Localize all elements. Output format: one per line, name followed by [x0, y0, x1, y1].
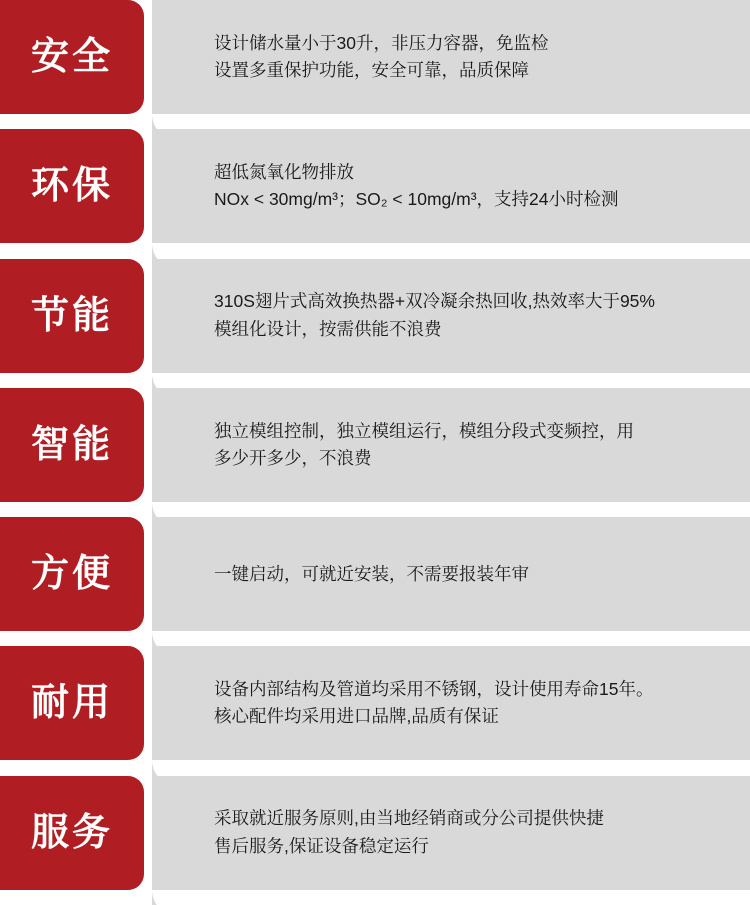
feature-content-inner — [152, 805, 750, 859]
connector-notch — [152, 243, 178, 258]
connector-notch — [152, 631, 178, 646]
feature-content-energy-saving — [152, 259, 750, 373]
feature-content-inner — [152, 288, 750, 342]
feature-label-durability — [0, 646, 144, 760]
feature-label-text: 方便 — [30, 553, 113, 596]
feature-row — [0, 129, 750, 258]
feature-label-safety — [0, 0, 144, 114]
feature-line: 一键启动，可就近安装，不需要报装年审 — [214, 563, 529, 584]
feature-row — [0, 776, 750, 905]
feature-label-convenience — [0, 517, 144, 631]
feature-content-inner — [152, 30, 750, 84]
feature-row — [0, 517, 750, 646]
feature-row — [0, 259, 750, 388]
feature-line: 核心配件均采用进口品牌,品质有保证 — [214, 706, 499, 727]
feature-row — [0, 0, 750, 129]
connector-notch — [152, 760, 178, 775]
feature-line: 310S翅片式高效换热器+双冷凝余热回收,热效率大于95% — [214, 291, 655, 312]
feature-line: 模组化设计，按需供能不浪费 — [214, 318, 442, 339]
feature-content-inner — [152, 676, 750, 730]
feature-label-text: 智能 — [30, 423, 113, 466]
feature-content-inner — [152, 561, 750, 588]
feature-label-text: 节能 — [30, 294, 113, 337]
connector-notch — [152, 502, 178, 517]
feature-content-inner — [152, 418, 750, 472]
feature-content-durability — [152, 646, 750, 760]
feature-content-convenience — [152, 517, 750, 631]
connector-notch — [152, 114, 178, 129]
feature-row — [0, 646, 750, 775]
feature-label-energy-saving — [0, 259, 144, 373]
feature-label-smart — [0, 388, 144, 502]
feature-line: 独立模组控制，独立模组运行，模组分段式变频控，用 — [214, 420, 634, 441]
feature-line: 设计储水量小于30升，非压力容器，免监检 — [214, 32, 549, 53]
feature-label-text: 安全 — [30, 36, 113, 78]
feature-row — [0, 388, 750, 517]
feature-line: 超低氮氧化物排放 — [214, 162, 354, 183]
feature-content-smart — [152, 388, 750, 502]
feature-content-inner — [152, 159, 750, 213]
feature-content-environment — [152, 129, 750, 243]
feature-label-text: 环保 — [30, 165, 113, 208]
connector-notch — [152, 373, 178, 388]
feature-line: 多少开多少，不浪费 — [214, 447, 372, 468]
feature-line: 设置多重保护功能，安全可靠，品质保障 — [214, 60, 529, 80]
feature-line: 采取就近服务原则,由当地经销商或分公司提供快捷 — [214, 808, 604, 829]
feature-line: 设备内部结构及管道均采用不锈钢，设计使用寿命15年。 — [214, 679, 654, 700]
feature-line: 售后服务,保证设备稳定运行 — [214, 835, 429, 856]
feature-label-text: 耐用 — [30, 682, 113, 725]
feature-line: NOx < 30mg/m³；SO₂ < 10mg/m³，支持24小时检测 — [214, 189, 619, 210]
feature-content-safety — [152, 0, 750, 114]
connector-notch — [152, 890, 178, 905]
feature-label-text: 服务 — [30, 811, 113, 854]
feature-label-environment — [0, 129, 144, 243]
feature-content-service — [152, 776, 750, 890]
feature-label-service — [0, 776, 144, 890]
